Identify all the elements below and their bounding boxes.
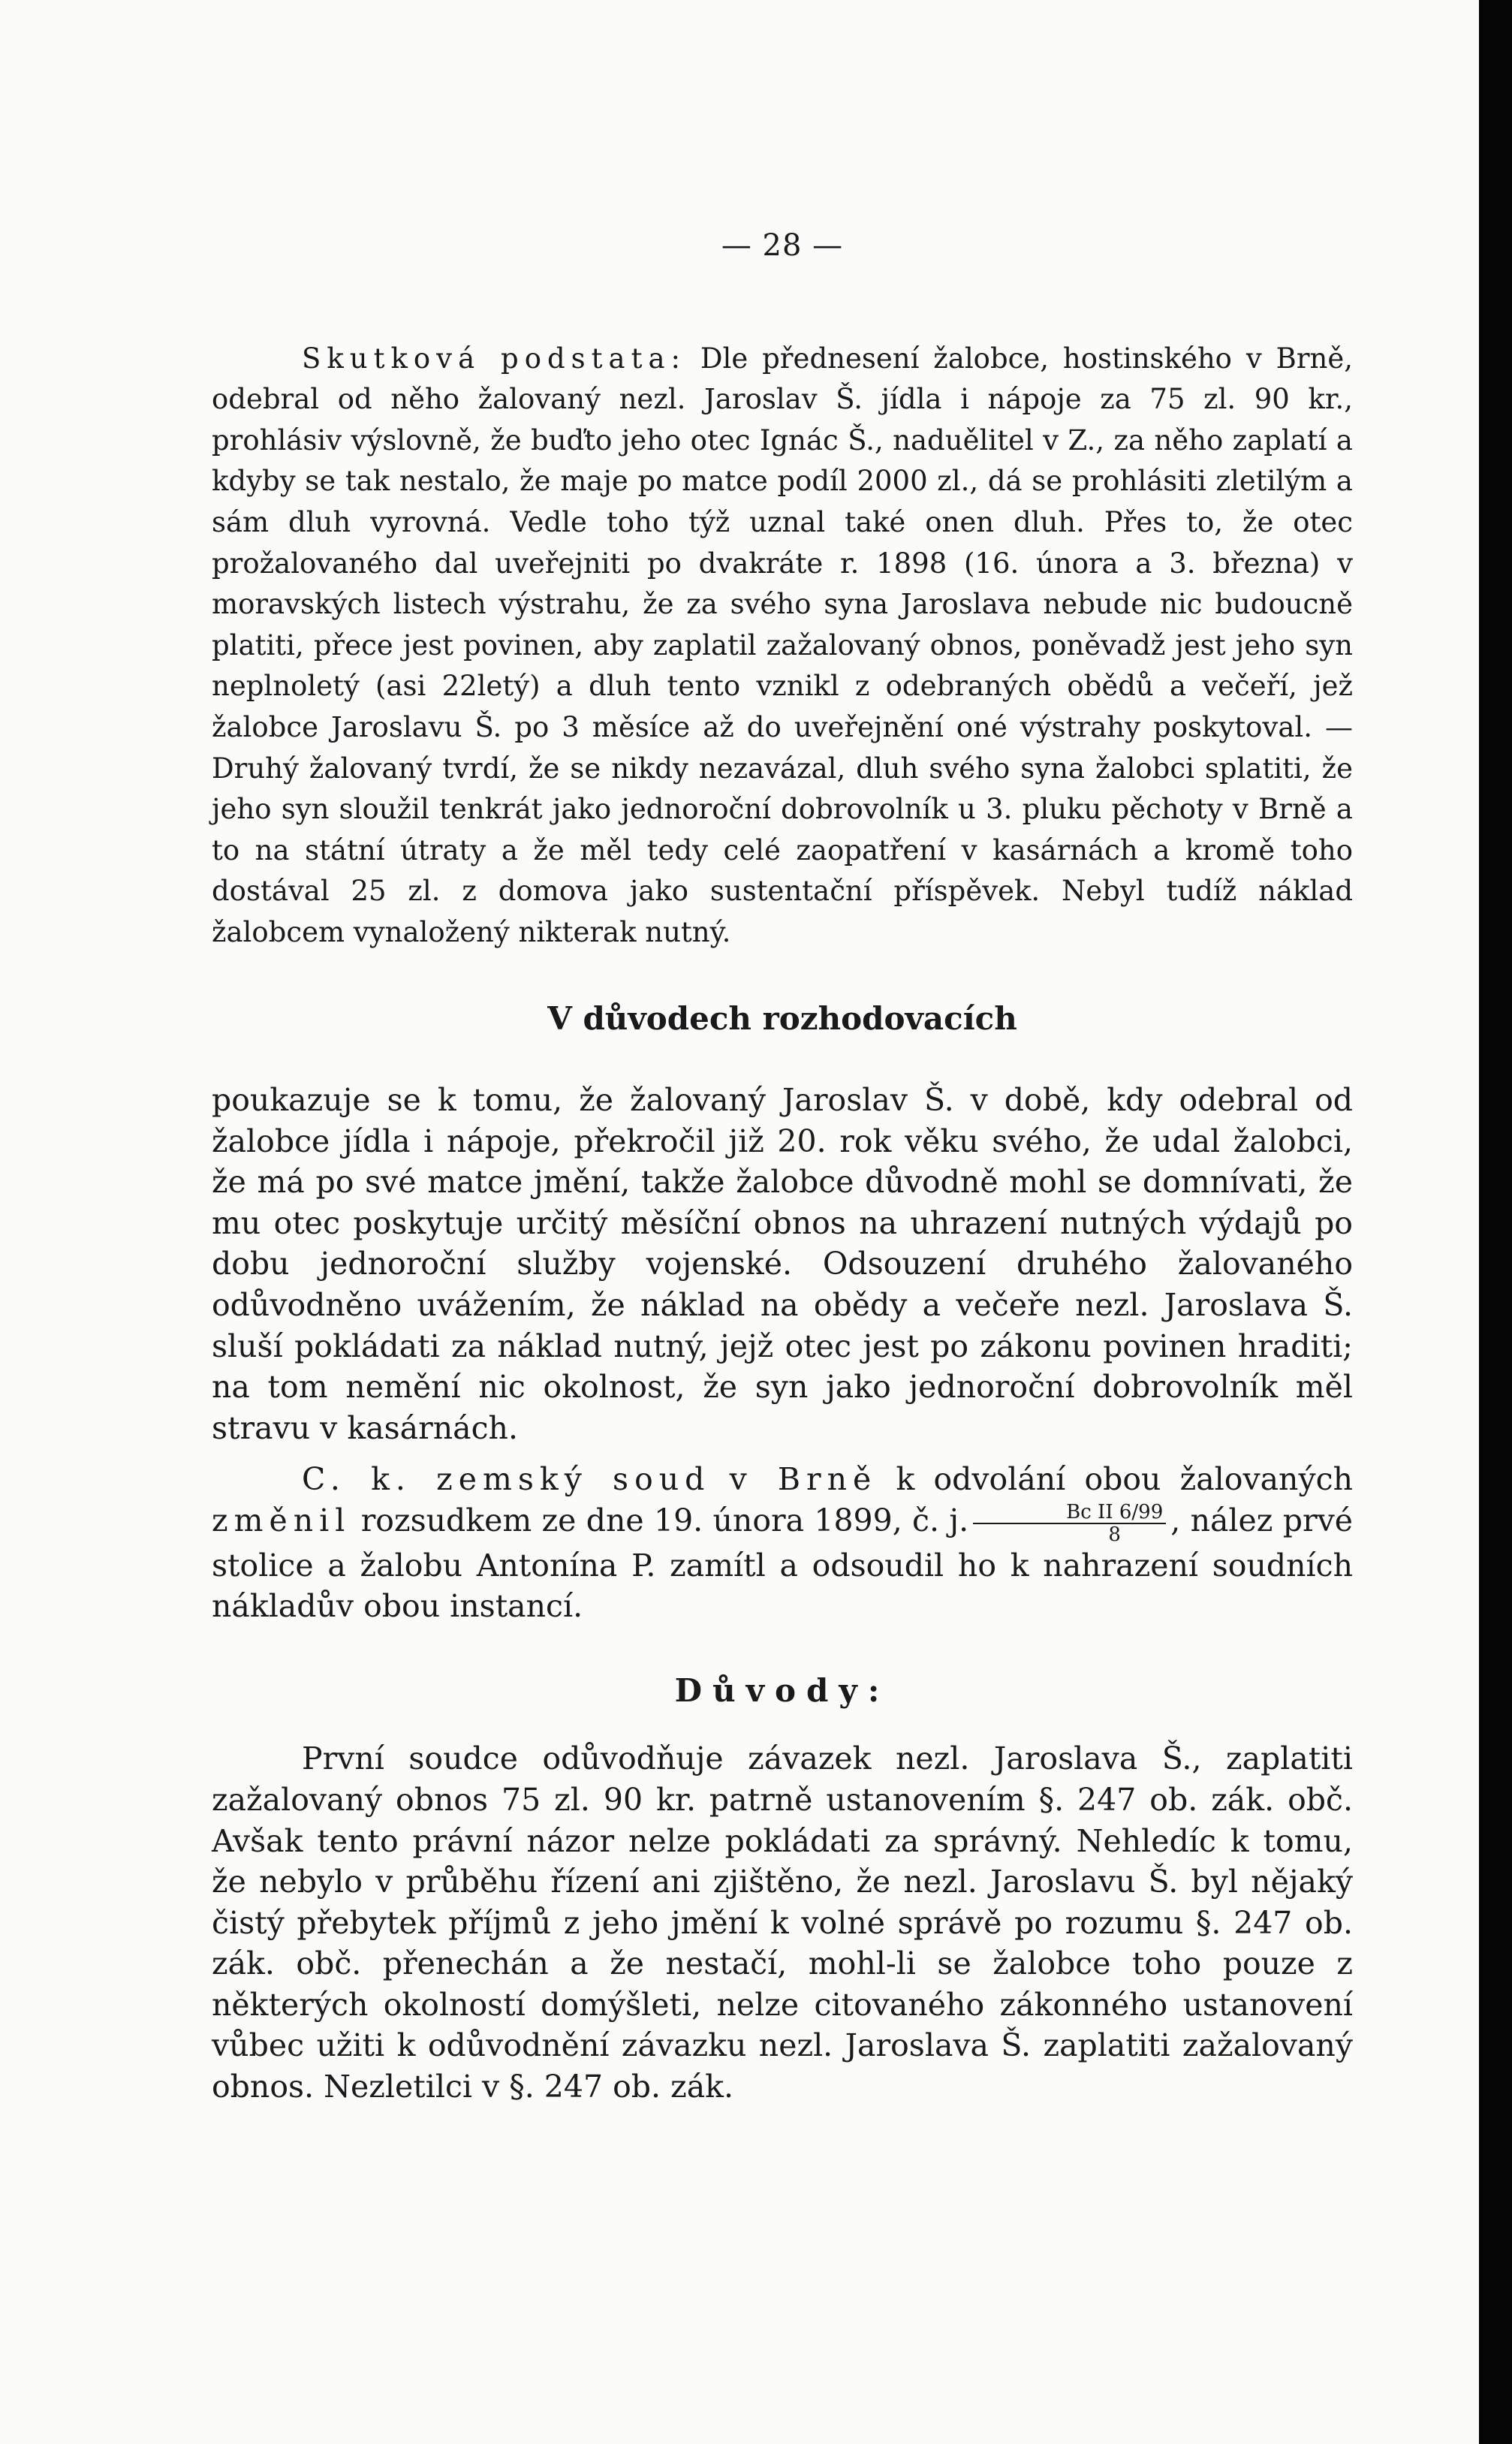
paragraph-reasons: poukazuje se k tomu, že žalovaný Jaroslav Š. v době, kdy odebral od žalobce jídla i nápoje, překročil již 20. rok věku svého, že udal žalobci, že má po své matce jmění, takže žalobce důvodně mohl se domnívati, že mu otec poskytuje určitý měsíční obnos na uhrazení nutných výdajů po dobu jednoroční služby vojenské. Odsouzení druhého žalovaného odůvodněno uvážením, že náklad na obědy a večeře nezl. Jaroslava Š. sluší pokládati za náklad nutný, jejž otec jest po zákonu povinen hraditi; na tom nemění nic okolnost, že syn jako jednoroční dobrovolník měl stravu v kasárnách. [212, 1082, 1353, 1446]
appeal-verdict: rozsudkem ze dne 19. února 1899, č. j. [360, 1502, 969, 1539]
scan-border [1479, 0, 1512, 2444]
appeal-text: k odvolání obou žalovaných [896, 1461, 1353, 1498]
case-reference-bottom: 8 [1108, 1523, 1121, 1546]
case-reference [973, 1502, 1166, 1545]
paragraph-grounds: První soudce odůvodňuje závazek nezl. Jaroslava Š., zaplatiti zažalovaný obnos 75 zl. 90 kr. patrně ustanovením §. 247 ob. zák. obč. Avšak tento právní názor nelze pokládati za správný. Nehledíc k tomu, že nebylo v průběhu řízení ani zjištěno, že nezl. Jaroslavu Š. byl nějaký čistý přebytek příjmů z jeho jmění k volné správě po rozumu §. 247 ob. zák. obč. přenechán a že nestačí, mohl-li se žalobce toho pouze z některých okolností domýšleti, nelze citovaného zákonného ustanovení vůbec užiti k odůvodnění závazku nezl. Jaroslava Š. zaplatiti zažalovaný obnos. Nezletilci v §. 247 ob. zák. [212, 1740, 1353, 2105]
appeal-changed: změnil [212, 1502, 351, 1539]
appeal-rest: , nález prvé stolice a žalobu Antonína P. zamítl a odsoudil ho k nahrazení soudních nákladův obou instancí. [212, 1502, 1353, 1625]
facts-lead: Skutková podstata: [302, 342, 686, 375]
page-number: — 28 — [721, 228, 844, 263]
section-heading-reasons: V důvodech rozhodovacích [547, 999, 1017, 1037]
paragraph-appeal [212, 1459, 1353, 1626]
appeal-court: C. k. zemský soud [302, 1461, 711, 1498]
appeal-city: v Brně [729, 1461, 878, 1498]
section-heading-grounds: Důvody: [674, 1671, 890, 1709]
case-reference-top: Bc II 6/99 [973, 1502, 1166, 1524]
page-content [212, 225, 1353, 2108]
paragraph-facts [212, 339, 1353, 954]
facts-text: Dle přednesení žalobce, hostinského v Brně, odebral od něho žalovaný nezl. Jaroslav Š. jídla i nápoje za 75 zl. 90 kr., prohlásiv výslovně, že buďto jeho otec Ignác Š., naduělitel v Z., za něho zaplatí a kdyby se tak nestalo, že maje po matce podíl 2000 zl., dá se prohlásiti zletilým a sám dluh vyrovná. Vedle toho týž uznal také onen dluh. Přes to, že otec prožalovaného dal uveřejniti po dvakráte r. 1898 (16. února a 3. března) v moravských listech výstrahu, že za svého syna Jaroslava nebude nic budoucně platiti, přece jest povinen, aby zaplatil zažalovaný obnos, poněvadž jest jeho syn neplnoletý (asi 22letý) a dluh tento vznikl z odebraných obědů a večeří, jež žalobce Jaroslavu Š. po 3 měsíce až do uveřejnění oné výstrahy poskytoval. — Druhý žalovaný tvrdí, že se nikdy nezavázal, dluh svého syna žalobci splatiti, že jeho syn sloužil tenkrát jako jednoroční dobrovolník u 3. pluku pěchoty v Brně a to na státní útraty a že měl tedy celé zaopatření v kasárnách a kromě toho dostával 25 zl. z domova jako sustentační příspěvek. Nebyl tudíž náklad žalobcem vynaložený nikterak nutný. [212, 342, 1354, 948]
